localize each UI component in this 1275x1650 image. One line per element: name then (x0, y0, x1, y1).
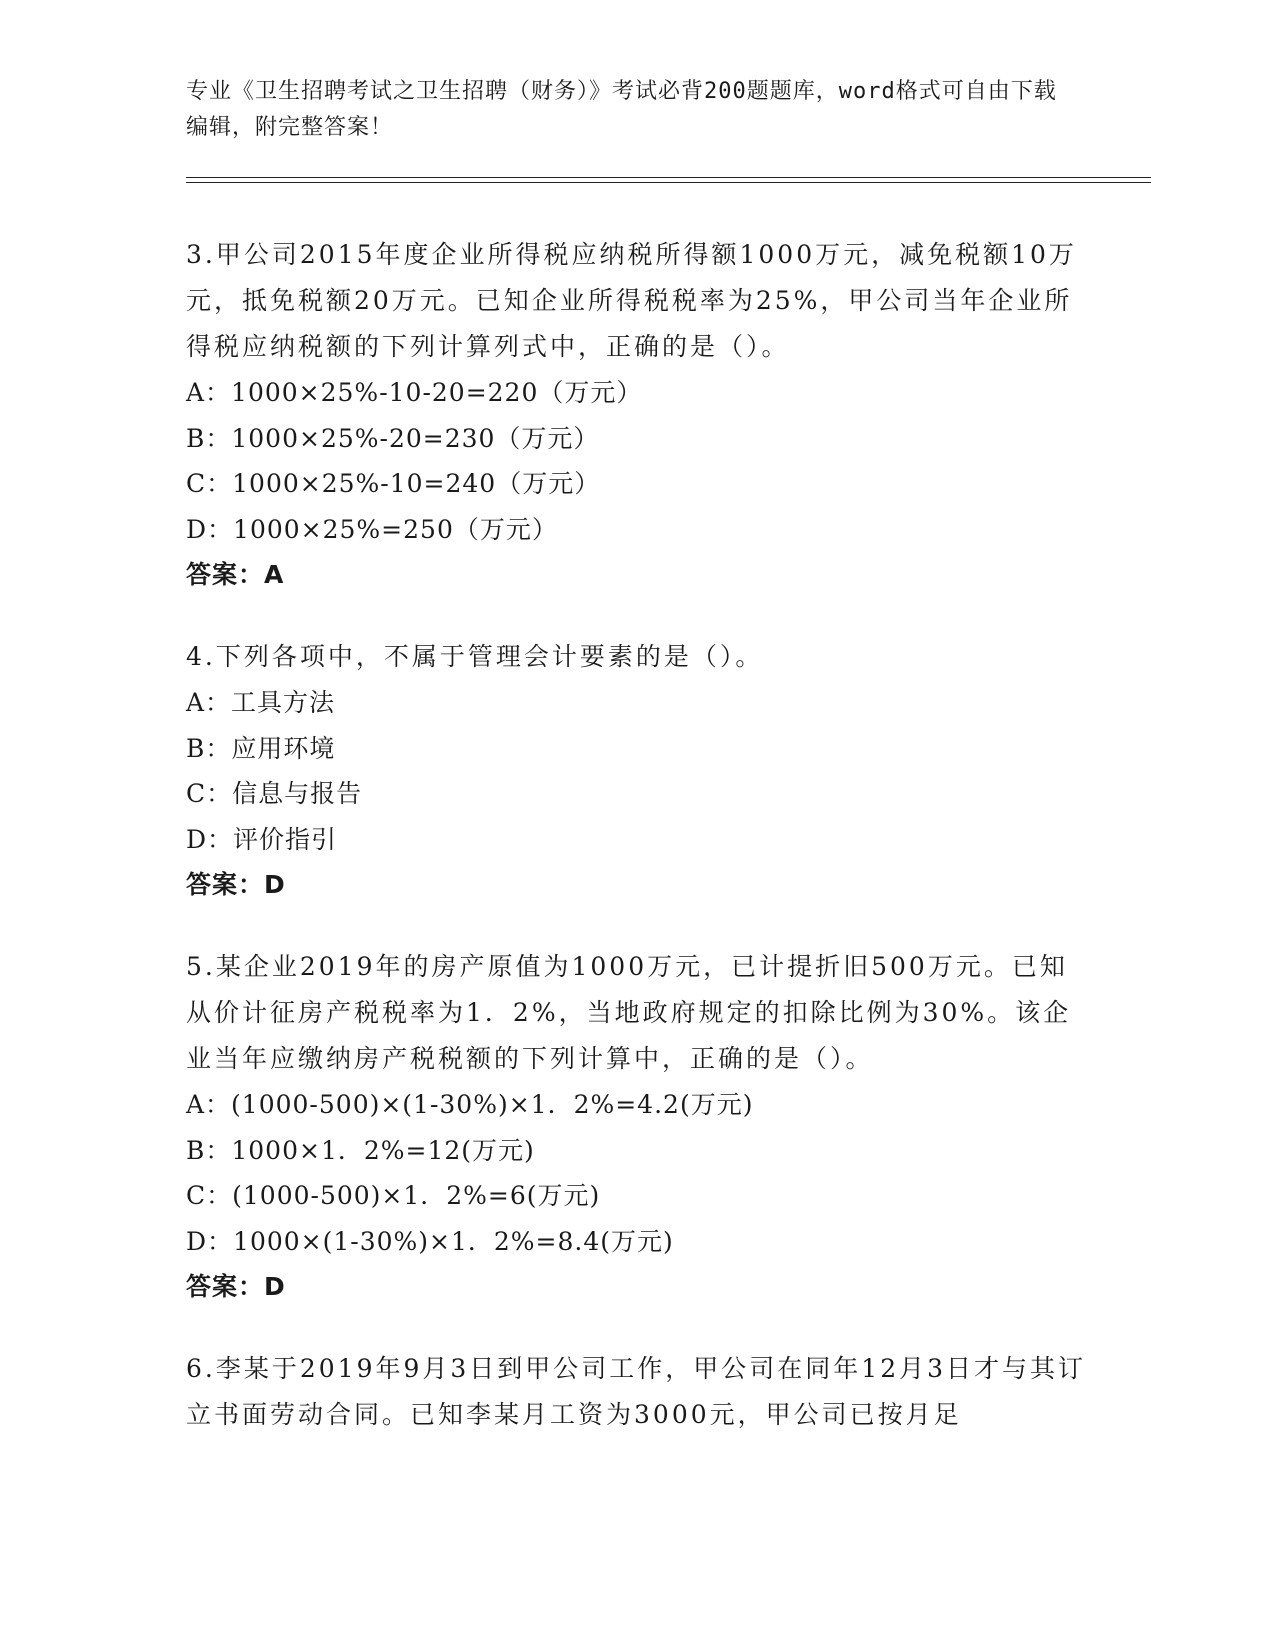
option-b: B：1000×1．2%=12(万元) (186, 1135, 535, 1165)
header-divider-bottom (186, 182, 1151, 183)
option-d: D：评价指引 (186, 824, 338, 854)
question-5 (186, 944, 1086, 1310)
question-stem: 6.李某于2019年9月3日到甲公司工作，甲公司在同年12月3日才与其订立书面劳动合同。已知李某月工资为3000元，甲公司已按月足 (186, 1354, 1087, 1429)
option-a: A：(1000-500)×(1-30%)×1．2%=4.2(万元) (186, 1090, 754, 1119)
answer-label: 答案：D (186, 1272, 286, 1301)
question-4 (186, 634, 1086, 908)
option-c: C：1000×25%-10=240（万元） (186, 469, 601, 498)
option-d: D：1000×(1-30%)×1．2%=8.4(万元) (186, 1226, 674, 1256)
document-header-title: 专业《卫生招聘考试之卫生招聘（财务）》考试必背200题题库，word格式可自由下载编辑，附完整答案！ (186, 79, 1057, 140)
question-list (186, 232, 1086, 1474)
question-6 (186, 1346, 1086, 1438)
header-divider-top (186, 177, 1151, 178)
answer-label: 答案：D (186, 870, 286, 899)
option-c: C：信息与报告 (186, 779, 363, 808)
question-stem: 4.下列各项中，不属于管理会计要素的是（）。 (186, 642, 764, 671)
option-a: A：工具方法 (186, 688, 336, 717)
option-b: B：应用环境 (186, 733, 336, 763)
question-stem: 5.某企业2019年的房产原值为1000万元，已计提折旧500万元。已知从价计征房产税税率为1．2%，当地政府规定的扣除比例为30%。该企业当年应缴纳房产税税额的下列计算中，正确的是（）。 (186, 952, 1072, 1073)
option-d: D：1000×25%=250（万元） (186, 514, 558, 544)
option-c: C：(1000-500)×1．2%=6(万元) (186, 1181, 601, 1210)
option-a: A：1000×25%-10-20=220（万元） (186, 378, 643, 407)
question-3 (186, 232, 1086, 598)
question-stem: 3.甲公司2015年度企业所得税应纳税所得额1000万元，减免税额10万元，抵免税额20万元。已知企业所得税税率为25%，甲公司当年企业所得税应纳税额的下列计算列式中，正确的是（）。 (186, 240, 1077, 361)
answer-label: 答案：A (186, 560, 285, 589)
option-b: B：1000×25%-20=230（万元） (186, 423, 600, 453)
